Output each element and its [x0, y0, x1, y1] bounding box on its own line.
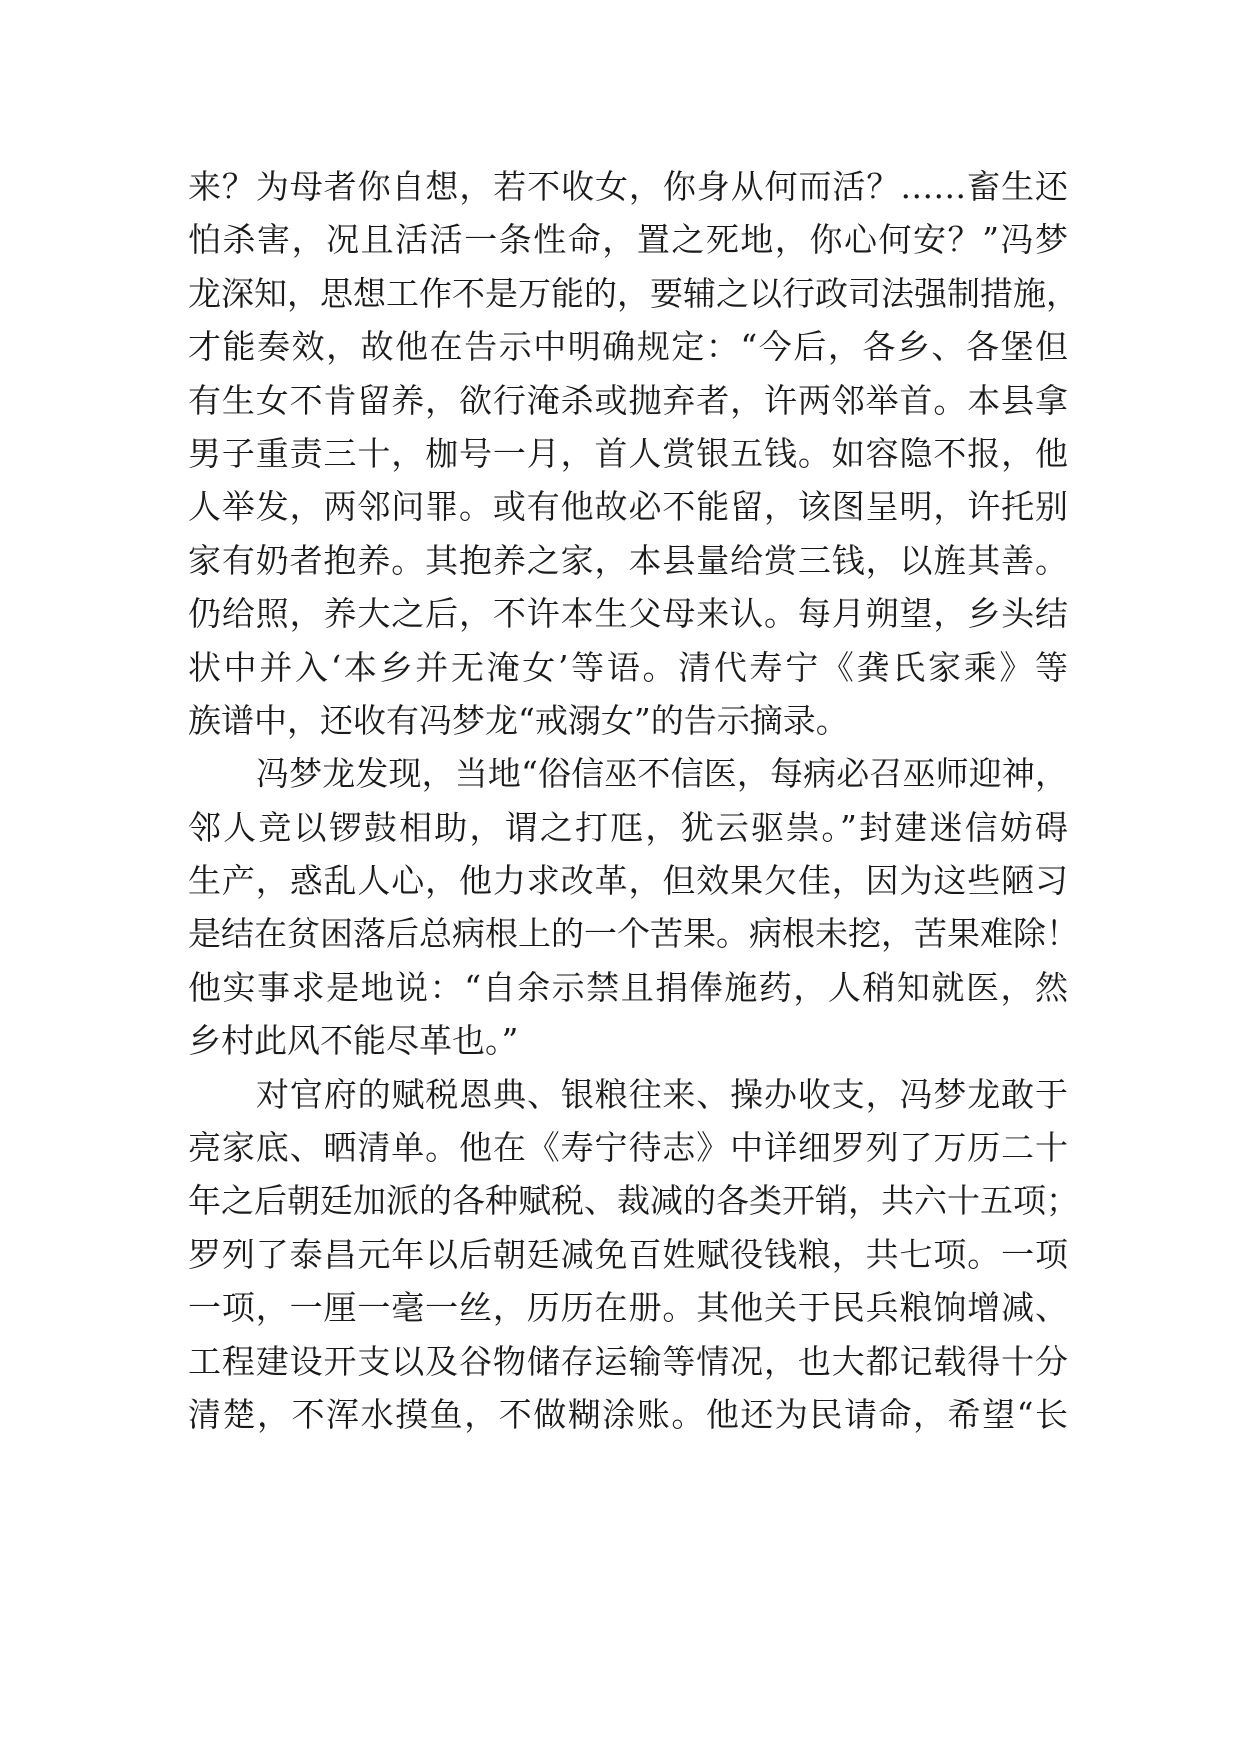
text-line: 才能奏效，故他在告示中明确规定：“今后，各乡、各堡但 — [188, 327, 1068, 367]
text-line: 冯梦龙发现，当地“俗信巫不信医，每病必召巫师迎神， — [256, 754, 1068, 794]
text-line: 来？为母者你自想，若不收女，你身从何而活？……畜生还 — [188, 167, 1068, 206]
text-line: 工程建设开支以及谷物储存运输等情况，也大都记载得十分 — [188, 1341, 1068, 1381]
text-line: 家有奶者抱养。其抱养之家，本县量给赏三钱，以旌其善。 — [188, 540, 1068, 580]
text-line: 男子重责三十，枷号一月，首人赏银五钱。如容隐不报，他 — [188, 433, 1068, 473]
text-line: 乡村此风不能尽革也。” — [188, 1021, 519, 1061]
text-line: 是结在贫困落后总病根上的一个苦果。病根未挖，苦果难除！ — [188, 914, 1079, 954]
text-line: 清楚，不浑水摸鱼，不做糊涂账。他还为民请命，希望“长 — [188, 1394, 1068, 1434]
text-line: 罗列了泰昌元年以后朝廷减免百姓赋役钱粮，共七项。一项 — [188, 1234, 1068, 1274]
text-line: 怕杀害，况且活活一条性命，置之死地，你心何安？”冯梦 — [188, 220, 1068, 260]
text-line: 龙深知，思想工作不是万能的，要辅之以行政司法强制措施， — [188, 273, 1079, 313]
text-line: 人举发，两邻问罪。或有他故必不能留，该图呈明，许托别 — [188, 487, 1068, 527]
text-line: 年之后朝廷加派的各种赋税、裁减的各类开销，共六十五项； — [188, 1181, 1079, 1221]
body-text — [188, 160, 1079, 1441]
text-line: 状中并入‘本乡并无淹女’等语。清代寿宁《龚氏家乘》等 — [188, 647, 1068, 687]
text-line: 一项，一厘一毫一丝，历历在册。其他关于民兵粮饷增减、 — [188, 1288, 1068, 1328]
text-line: 有生女不肯留养，欲行淹杀或抛弃者，许两邻举首。本县拿 — [188, 380, 1068, 420]
text-line: 邻人竞以锣鼓相助，谓之打尫，犹云驱祟。”封建迷信妨碍 — [188, 807, 1068, 847]
text-line: 亮家底、晒清单。他在《寿宁待志》中详细罗列了万历二十 — [188, 1128, 1068, 1168]
text-line: 对官府的赋税恩典、银粮往来、操办收支，冯梦龙敢于 — [256, 1074, 1068, 1114]
text-line: 族谱中，还收有冯梦龙“戒溺女”的告示摘录。 — [188, 700, 849, 740]
text-line: 他实事求是地说：“自余示禁且捐俸施药，人稍知就医，然 — [188, 967, 1068, 1007]
text-line: 生产，惑乱人心，他力求改革，但效果欠佳，因为这些陋习 — [188, 861, 1068, 901]
text-line: 仍给照，养大之后，不许本生父母来认。每月朔望，乡头结 — [188, 594, 1068, 634]
